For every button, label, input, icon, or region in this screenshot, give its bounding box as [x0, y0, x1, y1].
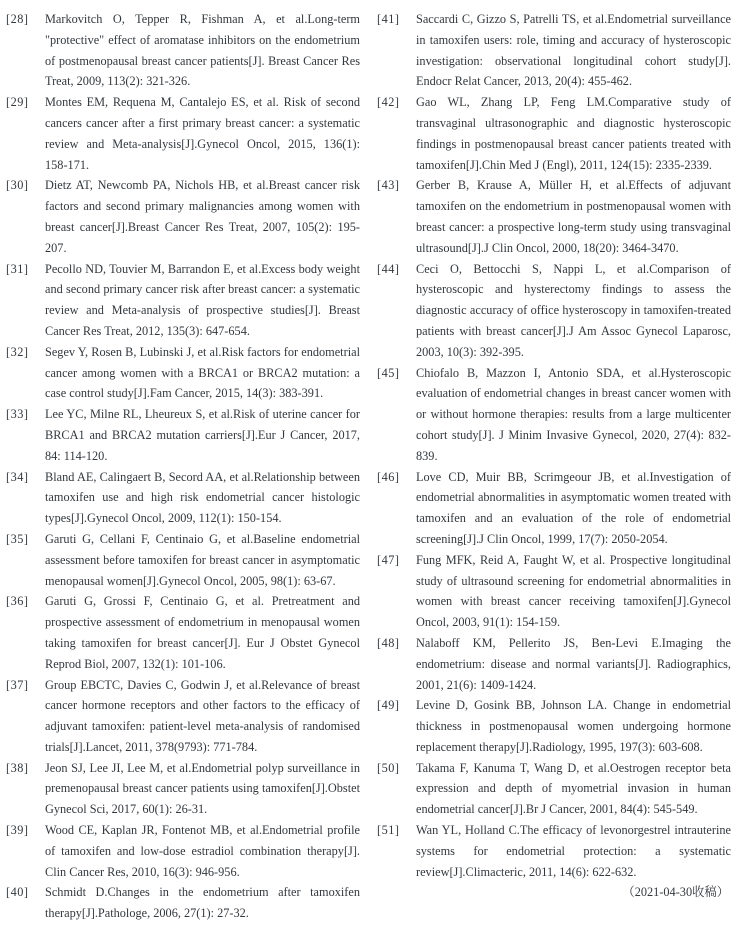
reference-number: [51]: [377, 823, 400, 838]
reference-text: Nalaboff KM, Pellerito JS, Ben-Levi E.Imaging the endometrium: disease and normal variants[J]. Radiographics, 2001, 21(6): 1409-1424.: [416, 635, 731, 692]
reference-item: [6, 591, 360, 674]
reference-item: [6, 175, 360, 258]
references-column-right: [377, 9, 731, 934]
reference-number: [28]: [6, 12, 29, 26]
reference-text: Chiofalo B, Mazzon I, Antonio SDA, et al.Hysteroscopic evaluation of endometrial changes in breast cancer women with or without hormone therapies: results from a large multicenter cohort study[J]. J Minim Invasive Gynecol, 2020, 27(4): 832-839.: [416, 365, 731, 463]
reference-text: Group EBCTC, Davies C, Godwin J, et al.Relevance of breast cancer hormone receptors and other factors to the efficacy of adjuvant tamoxifen: patient-level meta-analysis of randomised trials[J].Lancet, 2011, 378(9793): 771-784.: [45, 677, 360, 754]
reference-item: [377, 467, 731, 550]
reference-item: [6, 342, 360, 404]
reference-number: [30]: [6, 178, 29, 193]
reference-item: [6, 259, 360, 342]
reference-item: [377, 820, 731, 882]
reference-number: [44]: [377, 261, 400, 276]
reference-item: [6, 758, 360, 820]
reference-text: Levine D, Gosink BB, Johnson LA. Change in endometrial thickness in postmenopausal women undergoing hormone replacement therapy[J].Radiology, 1995, 197(3): 603-608.: [416, 698, 731, 754]
reference-number: [46]: [377, 469, 400, 484]
reference-number: [41]: [377, 12, 400, 26]
reference-number: [48]: [377, 635, 400, 650]
reference-text: Fung MFK, Reid A, Faught W, et al. Prospective longitudinal study of ultrasound screening for endometrial abnormalities in women with breast cancer receiving tamoxifen[J].Gynecol Oncol, 2003, 91(1): 154-159.: [416, 552, 731, 630]
reference-item: [6, 882, 360, 924]
reference-item: [377, 259, 731, 363]
reference-item: [377, 695, 731, 757]
reference-number: [38]: [6, 760, 29, 775]
reference-number: [32]: [6, 344, 29, 359]
reference-text: Garuti G, Grossi F, Centinaio G, et al. Pretreatment and prospective assessment of endometrium in menopausal women taking tamoxifen for breast cancer[J]. Eur J Obstet Gynecol Reprod Biol, 2007, 132(1): 101-106.: [45, 594, 360, 671]
reference-number: [37]: [6, 677, 29, 692]
reference-text: Wood CE, Kaplan JR, Fontenot MB, et al.Endometrial profile of tamoxifen and low-dose estradiol combination therapy[J]. Clin Cancer Res, 2010, 16(3): 946-956.: [45, 823, 360, 879]
reference-number: [36]: [6, 594, 29, 609]
reference-item: [377, 633, 731, 695]
reference-number: [49]: [377, 698, 400, 713]
reference-text: Gao WL, Zhang LP, Feng LM.Comparative study of transvaginal ultrasonographic and diagnostic hysteroscopic findings in postmenopausal breast cancer patients treated with tamoxifen[J].Chin Med J (Engl), 2011, 124(15): 2335-2339.: [416, 95, 731, 172]
reference-item: [377, 92, 731, 175]
reference-text: Love CD, Muir BB, Scrimgeour JB, et al.Investigation of endometrial abnormalities in asymptomatic women treated with tamoxifen and an evaluation of the role of endometrial screening[J].J Clin Oncol, 1999, 17(7): 2050-2054.: [416, 469, 731, 546]
reference-number: [43]: [377, 178, 400, 193]
references-group-right: [377, 9, 731, 882]
received-date-note: （2021-04-30收稿）: [622, 885, 729, 900]
reference-item: [377, 363, 731, 467]
reference-number: [42]: [377, 95, 400, 110]
reference-item: [6, 92, 360, 175]
reference-text: Lee YC, Milne RL, Lheureux S, et al.Risk of uterine cancer for BRCA1 and BRCA2 mutation carriers[J].Eur J Cancer, 2017, 84: 114-120.: [45, 407, 360, 463]
reference-text: Montes EM, Requena M, Cantalejo ES, et al. Risk of second cancers cancer after a first primary breast cancer: a systematic review and Meta-analysis[J].Gynecol Oncol, 2015, 136(1): 158-171.: [45, 95, 360, 172]
reference-item: [6, 404, 360, 466]
reference-text: Ceci O, Bettocchi S, Nappi L, et al.Comparison of hysteroscopic and hysterectomy findings to assess the diagnostic accuracy of office hysteroscopy in tamoxifen-treated patients with breast cancer[J].J Am Assoc Gynecol Laparosc, 2003, 10(3): 392-395.: [416, 261, 731, 359]
reference-item: [377, 175, 731, 258]
reference-number: [50]: [377, 760, 400, 775]
reference-item: [6, 9, 360, 92]
reference-text: Pecollo ND, Touvier M, Barrandon E, et al.Excess body weight and second primary cancer risk after breast cancer: a systematic review and Meta-analysis of prospective studies[J]. Breast Cancer Res Treat, 2012, 135(3): 647-654.: [45, 261, 360, 338]
reference-text: Gerber B, Krause A, Müller H, et al.Effects of adjuvant tamoxifen on the endometrium in postmenopausal women with breast cancer: a prospective long-term study using transvaginal ultrasound[J].J Clin Oncol, 2000, 18(20): 3464-3470.: [416, 178, 731, 255]
reference-number: [45]: [377, 365, 400, 380]
reference-text: Wan YL, Holland C.The efficacy of levonorgestrel intrauterine systems for endometrial protection: a systematic review[J].Climacteric, 2011, 14(6): 622-632.: [416, 823, 731, 879]
reference-number: [31]: [6, 261, 29, 276]
reference-number: [40]: [6, 885, 29, 900]
reference-text: Schmidt D.Changes in the endometrium after tamoxifen therapy[J].Pathologe, 2006, 27(1): 27-32.: [45, 885, 360, 921]
reference-item: [6, 467, 360, 529]
reference-text: Bland AE, Calingaert B, Secord AA, et al.Relationship between tamoxifen use and high risk endometrial cancer histologic types[J].Gynecol Oncol, 2009, 112(1): 150-154.: [45, 469, 360, 526]
reference-item: [377, 9, 731, 92]
reference-number: [35]: [6, 531, 29, 546]
reference-text: Takama F, Kanuma T, Wang D, et al.Oestrogen receptor beta expression and depth of myometrial invasion in human endometrial cancer[J].Br J Cancer, 2001, 84(4): 545-549.: [416, 760, 731, 817]
references-column-left: [6, 9, 360, 934]
reference-text: Markovitch O, Tepper R, Fishman A, et al.Long-term "protective" effect of aromatase inhibitors on the endometrium of postmenopausal breast cancer patients[J]. Breast Cancer Res Treat, 2009, 113(2): 321-326.: [45, 12, 360, 89]
reference-number: [47]: [377, 552, 400, 567]
reference-text: Jeon SJ, Lee JI, Lee M, et al.Endometrial polyp surveillance in premenopausal breast cancer patients using tamoxifen[J].Obstet Gynecol Sci, 2017, 60(1): 26-31.: [45, 760, 360, 817]
reference-text: Segev Y, Rosen B, Lubinski J, et al.Risk factors for endometrial cancer among women with a BRCA1 or BRCA2 mutation: a case control study[J].Fam Cancer, 2015, 14(3): 383-391.: [45, 344, 360, 401]
reference-item: [377, 550, 731, 633]
reference-item: [6, 820, 360, 882]
reference-text: Dietz AT, Newcomb PA, Nichols HB, et al.Breast cancer risk factors and second primary malignancies among women with breast cancer[J].Breast Cancer Res Treat, 2007, 105(2): 195-207.: [45, 178, 360, 255]
reference-number: [29]: [6, 95, 29, 110]
reference-item: [377, 758, 731, 820]
reference-text: Garuti G, Cellani F, Centinaio G, et al.Baseline endometrial assessment before tamoxifen for breast cancer in asymptomatic menopausal women[J].Gynecol Oncol, 2005, 98(1): 63-67.: [45, 531, 360, 588]
reference-number: [33]: [6, 407, 29, 422]
reference-number: [34]: [6, 469, 29, 484]
reference-item: [6, 529, 360, 591]
reference-item: [6, 675, 360, 758]
reference-number: [39]: [6, 823, 29, 838]
reference-text: Saccardi C, Gizzo S, Patrelli TS, et al.Endometrial surveillance in tamoxifen users: role, timing and accuracy of hysteroscopic investigation: observational longitudinal cohort study[J]. Endocr Relat Cancer, 2013, 20(4): 455-462.: [416, 12, 731, 89]
